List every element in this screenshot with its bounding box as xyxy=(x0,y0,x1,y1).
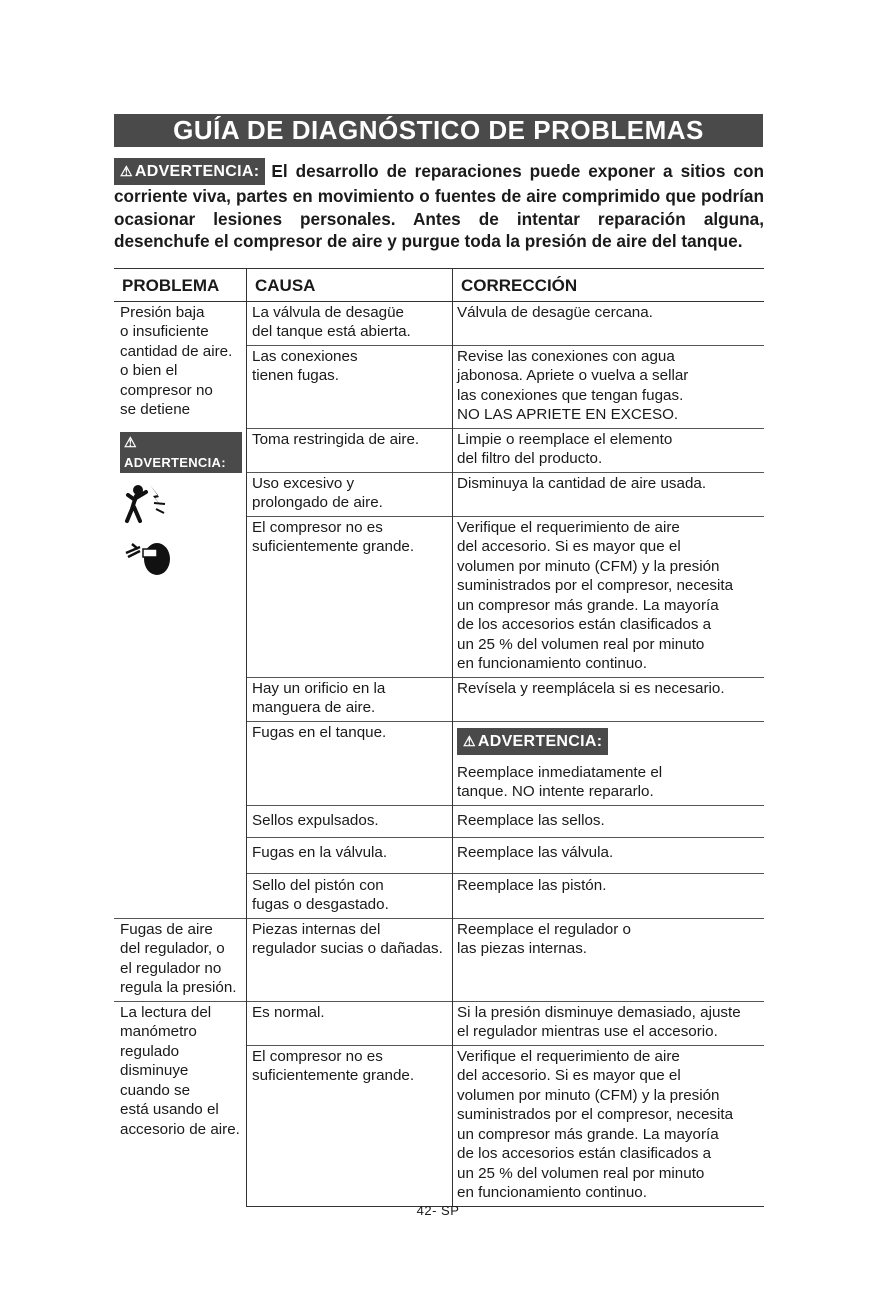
correction-cell: Disminuya la cantidad de aire usada. xyxy=(453,472,765,516)
cause-cell: Sello del pistón con fugas o desgastado. xyxy=(247,873,453,918)
warning-badge: ⚠ ADVERTENCIA: xyxy=(457,728,608,755)
correction-cell: Si la presión disminuye demasiado, ajuste el regulador mientras use el accesorio. xyxy=(453,1001,765,1045)
cause-cell: La válvula de desagüe del tanque está abierta. xyxy=(247,301,453,345)
cause-cell: Es normal. xyxy=(247,1001,453,1045)
cause-cell: Piezas internas del regulador sucias o dañadas. xyxy=(247,918,453,1001)
warning-text: El desarrollo de reparaciones puede exponer a sitios con corriente viva, partes en movimiento o fuentes de aire comprimido que podrían ocasionar lesiones personales. Antes de intentar reparación alguna, desenchufe el compresor de aire y purgue toda la presión de aire del tanque. xyxy=(114,161,764,251)
electric-shock-icon xyxy=(124,483,170,525)
warning-badge: ⚠ADVERTENCIA: xyxy=(120,432,242,473)
correction-cell: Revísela y reemplácela si es necesario. xyxy=(453,677,765,721)
warning-triangle-icon: ⚠ xyxy=(124,433,137,450)
header-correction: CORRECCIÓN xyxy=(453,269,765,302)
cause-cell: Fugas en la válvula. xyxy=(247,838,453,874)
page-number: 42- SP xyxy=(416,1203,460,1218)
cause-cell: El compresor no es suficientemente grande. xyxy=(247,516,453,677)
warning-triangle-icon: ⚠ xyxy=(120,163,133,179)
correction-cell: Reemplace las sellos. xyxy=(453,805,765,838)
correction-cell: Verifique el requerimiento de aire del accesorio. Si es mayor que el volumen por minuto (CFM) y la presión suministrados por el compresor, necesita un compresor más grande. La mayoría de los accesorios están clasificados a un 25 % del volumen real por minuto en funcionamiento continuo. xyxy=(453,1045,765,1206)
table-row xyxy=(114,301,764,345)
correction-cell: Verifique el requerimiento de aire del accesorio. Si es mayor que el volumen por minuto (CFM) y la presión suministrados por el compresor, necesita un compresor más grande. La mayoría de los accesorios están clasificados a un 25 % del volumen real por minuto en funcionamiento continuo. xyxy=(453,516,765,677)
problem-cell xyxy=(114,301,247,918)
problem-cell: Fugas de aire del regulador, o el regulador no regula la presión. xyxy=(114,918,247,1001)
warning-badge: ⚠ ADVERTENCIA: xyxy=(114,158,265,185)
correction-cell: Válvula de desagüe cercana. xyxy=(453,301,765,345)
warning-triangle-icon: ⚠ xyxy=(463,732,476,749)
cause-cell: Las conexiones tienen fugas. xyxy=(247,345,453,428)
correction-cell: Reemplace las pistón. xyxy=(453,873,765,918)
cause-cell: El compresor no es suficientemente grande. xyxy=(247,1045,453,1206)
correction-cell: Limpie o reemplace el elemento del filtro del producto. xyxy=(453,428,765,472)
table-row xyxy=(114,1001,764,1045)
cause-cell: Uso excesivo y prolongado de aire. xyxy=(247,472,453,516)
correction-cell: Reemplace las válvula. xyxy=(453,838,765,874)
header-cause: CAUSA xyxy=(247,269,453,302)
cause-cell: Hay un orificio en la manguera de aire. xyxy=(247,677,453,721)
cause-cell: Toma restringida de aire. xyxy=(247,428,453,472)
correction-cell: ⚠ ADVERTENCIA: Reemplace inmediatamente el tanque. NO intente repararlo. xyxy=(453,721,765,805)
problem-cell: La lectura del manómetro regulado disminuye cuando se está usando el accesorio de aire. xyxy=(114,1001,247,1206)
correction-cell: Revise las conexiones con agua jabonosa. Apriete o vuelva a sellar las conexiones que tengan fugas. NO LAS APRIETE EN EXCESO. xyxy=(453,345,765,428)
cause-cell: Fugas en el tanque. xyxy=(247,721,453,805)
tank-warning xyxy=(457,728,760,755)
problem-text: Presión baja o insuficiente cantidad de aire. o bien el compresor no se detiene xyxy=(120,303,233,418)
troubleshooting-table xyxy=(114,268,764,1207)
warning-notice xyxy=(114,158,764,253)
table-row xyxy=(114,918,764,1001)
eye-protection-icon xyxy=(124,535,174,577)
cause-cell: Sellos expulsados. xyxy=(247,805,453,838)
side-warning xyxy=(120,432,242,473)
page-title: GUÍA DE DIAGNÓSTICO DE PROBLEMAS xyxy=(114,114,763,147)
header-problem: PROBLEMA xyxy=(114,269,247,302)
correction-cell: Reemplace el regulador o las piezas internas. xyxy=(453,918,765,1001)
